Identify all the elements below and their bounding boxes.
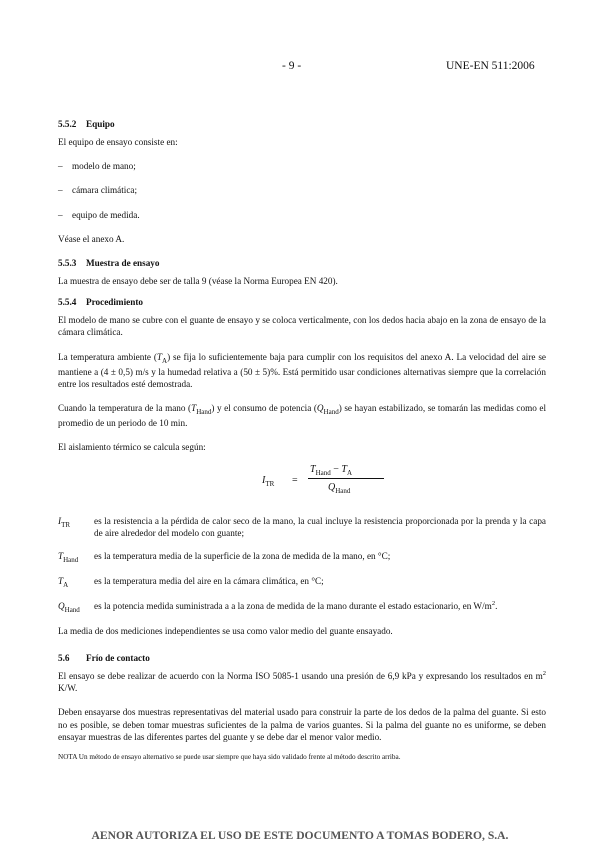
standard-reference: UNE-EN 511:2006 xyxy=(446,60,535,72)
list-item: – cámara climática; xyxy=(58,185,138,196)
heading-5-5-4: 5.5.4 Procedimiento xyxy=(58,297,143,308)
note: NOTA Un método de ensayo alternativo se puede usar siempre que haya sido validado frente al método descrito arriba. xyxy=(58,752,401,761)
heading-5-5-2: 5.5.2 Equipo xyxy=(58,119,115,129)
equipment-intro: El equipo de ensayo consiste en: xyxy=(58,137,178,148)
page-number: - 9 - xyxy=(282,60,302,72)
formula-block: $I_{TR}$ = $T_{Hand} - T_A$ $Q_{Hand}$ xyxy=(58,461,546,505)
heading-5-6: 5.6 Frío de contacto xyxy=(58,652,150,663)
list-item: – equipo de medida. xyxy=(58,209,140,220)
list-item: – modelo de mano; xyxy=(58,161,136,172)
see-annex: Véase el anexo A. xyxy=(58,233,125,244)
definition-item: $Q_{Hand}$ es la potencia medida suministrada a a la zona de medida de la mano durante el estado estacionario, en $W/m^2$. xyxy=(58,599,498,614)
contact-cold-paragraph-2: Deben ensayarse dos muestras representativas del material usado para construir la parte de los dedos de la palma del guante. Si esto no es posible, se deben tomar muestras suficientes de la palma de varios guantes. Si la palma del guante no es uniforme, se deben ensayar muestras de las diferentes partes del guante y se debe dar el menor valor medio. xyxy=(58,707,546,742)
heading-5-5-3: 5.5.3 Muestra de ensayo xyxy=(58,257,160,268)
procedure-paragraph-2: La temperatura ambiente $(T_A)$ se fija lo suficientemente baja para cumplir con los requisitos del anexo A. La velocidad del aire se mantiene a (4 ± 0,5) m/s y la humedad relativa a (50 ± 5)%. Está permitido usar condiciones alternativas siempre que la correlación entre los resultados esté demostrada. xyxy=(58,351,546,389)
fraction-bar xyxy=(308,478,384,479)
procedure-paragraph-1: El modelo de mano se cubre con el guante de ensayo y se coloca verticalmente, con los dedos hacia abajo en la zona de ensayo de la cámara climática. xyxy=(58,315,546,338)
definition-item: $T_{Hand}$ es la temperatura media de la superficie de la zona de medida de la mano, en °C; xyxy=(58,550,391,564)
definition-item: $I_{TR}$ es la resistencia a la pérdida de calor seco de la mano, la cual incluye la resistencia proporcionada por la prenda y la capa de aire alrededor del modelo con guante; xyxy=(58,516,546,539)
contact-cold-paragraph-1: El ensayo se debe realizar de acuerdo con la Norma ISO 5085-1 usando una presión de 6,9 kPa y expresando los resultados en $m^2$ K/W. xyxy=(58,670,546,694)
definition-item: $T_A$ es la temperatura media del aire en la cámara climática, en °C; xyxy=(58,575,324,589)
procedure-paragraph-4: El aislamiento térmico se calcula según: xyxy=(58,442,206,453)
sample-text: La muestra de ensayo debe ser de talla 9 (véase la Norma Europea EN 420). xyxy=(58,275,338,286)
license-footer: AENOR AUTORIZA EL USO DE ESTE DOCUMENTO A TOMAS BODERO, S.A. xyxy=(91,829,509,842)
procedure-paragraph-3: Cuando la temperatura de la mano $(T_{Hand})$ y el consumo de potencia $(Q_{Hand})$ se hayan estabilizado, se tomarán las medidas como el promedio de un periodo de 10 min. xyxy=(58,402,546,428)
procedure-paragraph-5: La media de dos mediciones independientes se usa como valor medio del guante ensayado. xyxy=(58,625,393,636)
document-body xyxy=(58,118,546,762)
